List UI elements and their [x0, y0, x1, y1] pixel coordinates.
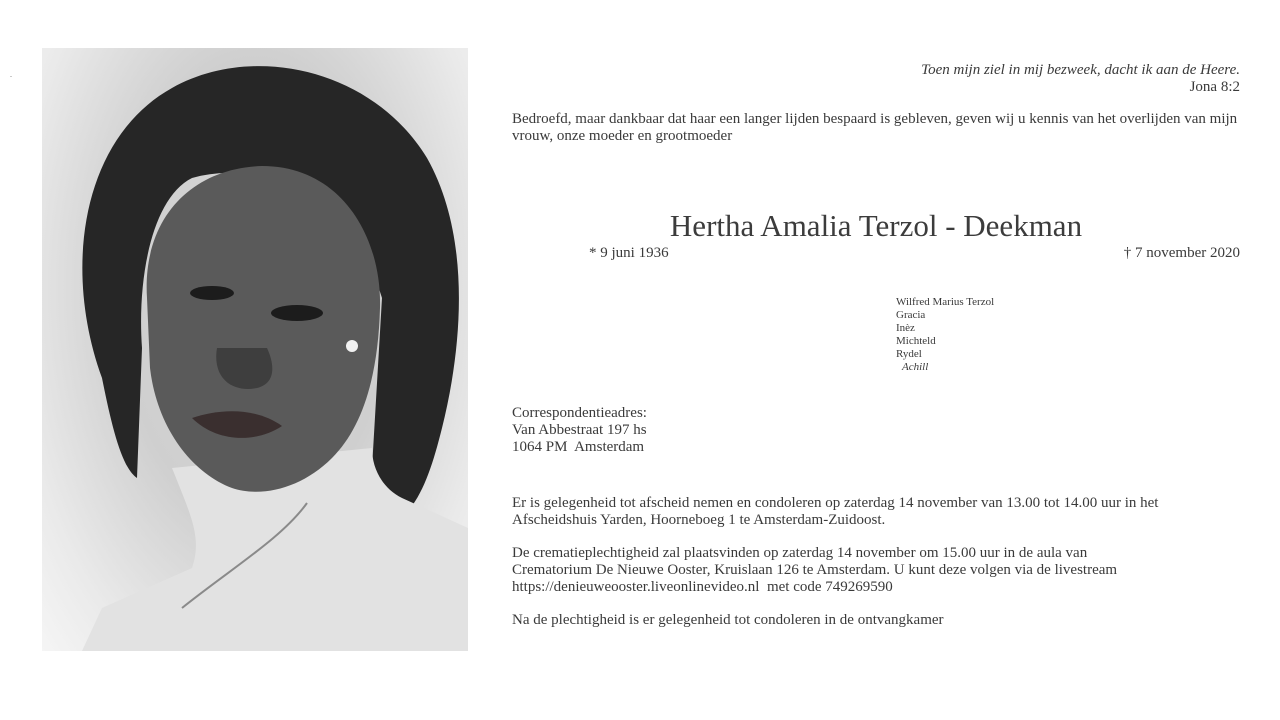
cremation-paragraph: [512, 545, 1242, 596]
family-member: Inèz: [896, 322, 915, 334]
correspondence-address: [512, 405, 647, 456]
verse-quote: Toen mijn ziel in mij bezweek, dacht ik aan de Heere.: [921, 62, 1240, 78]
address-city: 1064 PM Amsterdam: [512, 439, 645, 455]
cremation-line: Crematorium De Nieuwe Ooster, Kruislaan 126 te Amsterdam. U kunt deze volgen via de livestream: [512, 562, 1118, 578]
family-list: [896, 296, 994, 374]
farewell-paragraph: Er is gelegenheid tot afscheid nemen en condoleren op zaterdag 14 november van 13.00 tot 14.00 uur in het Afscheidshuis Yarden, Hoorneboeg 1 te Amsterdam-Zuidoost.: [512, 495, 1159, 528]
address-label: Correspondentieadres:: [512, 405, 647, 421]
bible-verse: [921, 62, 1240, 96]
intro-text: Bedroefd, maar dankbaar dat haar een langer lijden bespaard is gebleven, geven wij u kennis van het overlijden van mijn vrouw, onze moeder en grootmoeder: [512, 111, 1238, 144]
livestream-line: https://denieuweooster.liveonlinevideo.nl met code 749269590: [512, 579, 893, 595]
cremation-line: De crematieplechtigheid zal plaatsvinden op zaterdag 14 november om 15.00 uur in de aula van: [512, 545, 1088, 561]
address-street: Van Abbestraat 197 hs: [512, 422, 647, 438]
family-member-grandchild: Achill: [902, 361, 929, 373]
death-date: † 7 november 2020: [1123, 245, 1240, 261]
portrait-photo: [42, 48, 468, 651]
after-ceremony-paragraph: Na de plechtigheid is er gelegenheid tot condoleren in de ontvangkamer: [512, 612, 944, 628]
family-member: Rydel: [896, 348, 922, 360]
family-member: Wilfred Marius Terzol: [896, 296, 995, 308]
stray-dot: .: [10, 70, 12, 79]
deceased-name: Hertha Amalia Terzol - Deekman: [669, 208, 1083, 243]
family-member: Gracia: [896, 309, 926, 321]
birth-date: * 9 juni 1936: [589, 245, 669, 261]
portrait-illustration: [42, 48, 468, 651]
family-member: Michteld: [896, 335, 936, 347]
verse-reference: Jona 8:2: [1189, 79, 1240, 95]
